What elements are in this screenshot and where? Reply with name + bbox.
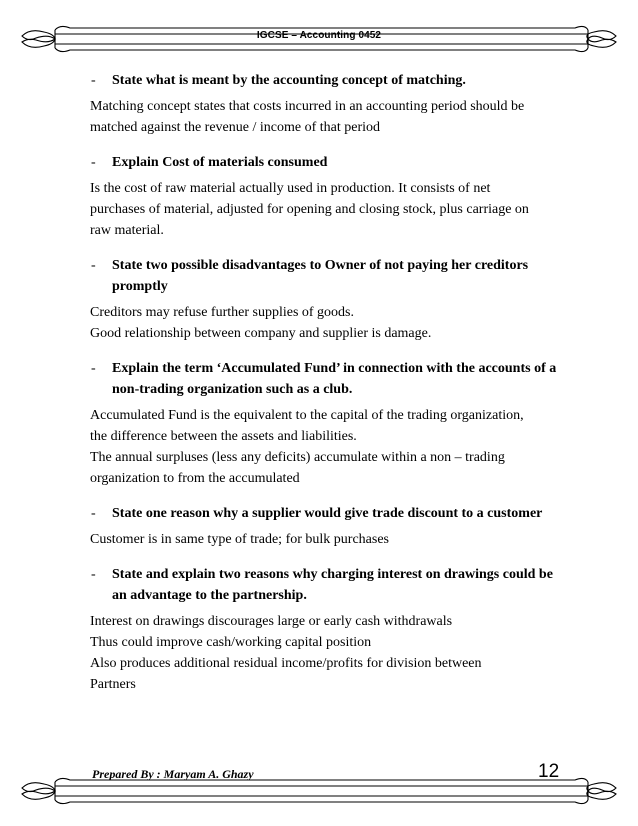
question-text: State what is meant by the accounting concept of matching. xyxy=(112,73,466,88)
answer-line: organization to from the accumulated xyxy=(90,471,300,486)
question-text: State and explain two reasons why charging interest on drawings could be an advantage to the partnership. xyxy=(112,567,553,603)
answer-line: the difference between the assets and liabilities. xyxy=(90,429,357,444)
prepared-by: Prepared By : Maryam A. Ghazy xyxy=(92,767,254,781)
answer-line: Is the cost of raw material actually used in production. It consists of net xyxy=(90,181,491,196)
bottom-scroll-border xyxy=(0,772,638,812)
bullet-dash: - xyxy=(91,155,96,170)
answer xyxy=(90,529,570,550)
question-text: State one reason why a supplier would give trade discount to a customer xyxy=(112,506,543,521)
question xyxy=(90,503,570,524)
question-text: Explain the term ‘Accumulated Fund’ in connection with the accounts of a non-trading organization such as a club. xyxy=(112,361,557,397)
answer xyxy=(90,96,570,138)
qa-item xyxy=(90,503,570,550)
qa-item xyxy=(90,255,570,344)
qa-item xyxy=(90,564,570,695)
answer-line: purchases of material, adjusted for opening and closing stock, plus carriage on xyxy=(90,202,529,217)
question xyxy=(90,358,570,400)
answer-line: matched against the revenue / income of that period xyxy=(90,120,381,135)
question xyxy=(90,255,570,297)
answer-line: The annual surpluses (less any deficits) accumulate within a non – trading xyxy=(90,450,505,465)
bullet-dash: - xyxy=(91,73,96,88)
answer-line: Customer is in same type of trade; for bulk purchases xyxy=(90,532,389,547)
question-text: State two possible disadvantages to Owner of not paying her creditors promptly xyxy=(112,258,529,294)
header-title: IGCSE – Accounting 0452 xyxy=(256,30,382,41)
answer-line: Creditors may refuse further supplies of goods. xyxy=(90,305,354,320)
qa-item xyxy=(90,358,570,489)
answer xyxy=(90,405,570,489)
qa-item xyxy=(90,152,570,241)
bullet-dash: - xyxy=(91,506,96,521)
bullet-dash: - xyxy=(91,361,96,376)
answer-line: Interest on drawings discourages large or early cash withdrawals xyxy=(90,614,453,629)
answer-line: Partners xyxy=(90,677,136,692)
answer-line: Thus could improve cash/working capital position xyxy=(90,635,372,650)
answer xyxy=(90,178,570,241)
answer-line: raw material. xyxy=(90,223,164,238)
qa-item xyxy=(90,70,570,138)
question xyxy=(90,70,570,91)
bullet-dash: - xyxy=(91,258,96,273)
answer-line: Good relationship between company and supplier is damage. xyxy=(90,326,432,341)
bullet-dash: - xyxy=(91,567,96,582)
answer-line: Also produces additional residual income/profits for division between xyxy=(90,656,482,671)
question-text: Explain Cost of materials consumed xyxy=(112,155,328,170)
qa-content xyxy=(90,70,570,709)
answer-line: Accumulated Fund is the equivalent to the capital of the trading organization, xyxy=(90,408,524,423)
question xyxy=(90,152,570,173)
answer-line: Matching concept states that costs incurred in an accounting period should be xyxy=(90,99,525,114)
answer xyxy=(90,302,570,344)
question xyxy=(90,564,570,606)
page-number: 12 xyxy=(538,761,560,782)
answer xyxy=(90,611,570,695)
